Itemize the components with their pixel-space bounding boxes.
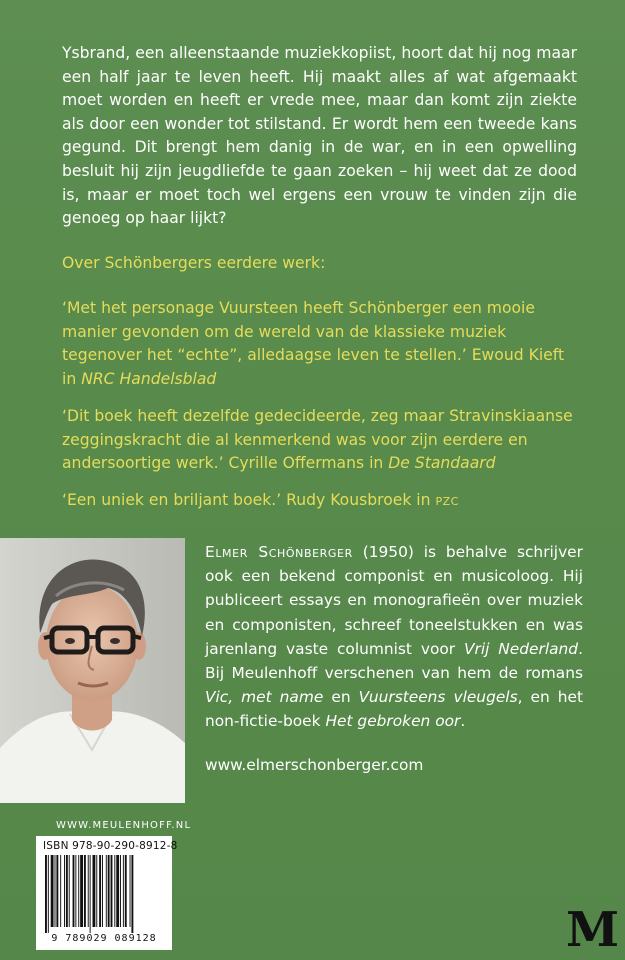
ean-number: 9 789029 089128	[51, 933, 157, 944]
barcode-label	[36, 836, 178, 950]
quote-text: ‘Dit boek heeft dezelfde gedecideerde, zeg maar Stravinskiaanse zeggingskracht die al kenmerkend was voor zijn eerdere en andersoortige werk.’	[62, 407, 573, 473]
publisher-url: WWW.MEULENHOFF.NL	[56, 820, 192, 831]
bio-text: (1950) is behalve schrijver ook een bekend componist en musicoloog. Hij publiceert essays en monografieën over muziek en componisten, schreef toneelstukken en was jarenlang vaste columnist voor	[205, 543, 583, 658]
author-bio	[205, 540, 583, 734]
blurb-text: Ysbrand, een alleenstaande muziekkopiist, hoort dat hij nog maar een half jaar te leven heeft. Hij maakt alles af wat afgemaakt moet worden en heeft er vrede mee, maar dan komt zijn ziekte als door een wonder tot stilstand. Er wordt hem een tweede kans gegund. Dit brengt hem danig in de war, en in een opwelling besluit hij zijn jeugdliefde te gaan zoeken – hij weet dat ze dood is, maar er moet toch wel ergens een vrouw te vinden zijn die genoeg op haar lijkt?	[62, 44, 577, 228]
author-portrait-image	[0, 538, 185, 803]
quote-author: Cyrille Offermans in	[228, 454, 384, 473]
bio-text: . Bij Meulenhoff verschenen van hem de romans	[205, 639, 583, 683]
isbn-number: ISBN 978-90-290-8912-8	[43, 840, 178, 852]
quote-source: De Standaard	[388, 454, 496, 473]
author-photo	[0, 538, 185, 803]
bio-book-title: Het gebroken oor	[325, 712, 461, 731]
quote-source: NRC Handelsblad	[81, 369, 217, 388]
quote-text: ‘Met het personage Vuursteen heeft Schönberger een mooie manier gevonden om de wereld van de klassieke muziek tegenover het “echte”, alledaagse leven te stellen.’	[62, 299, 535, 365]
author-website: www.elmerschonberger.com	[205, 756, 424, 774]
bio-text: , en het non-fictie-boek	[205, 688, 583, 731]
author-name: Elmer Schönberger	[205, 543, 353, 561]
review-quote	[62, 405, 582, 476]
quote-text: ‘Een uniek en briljant boek.’	[62, 491, 282, 509]
bio-text: .	[460, 712, 466, 731]
review-quote	[62, 297, 582, 391]
bio-text: en	[331, 688, 351, 707]
quote-source: pzc	[435, 491, 459, 509]
quote-author: Rudy Kousbroek in	[286, 491, 431, 509]
bio-magazine: Vrij Nederland	[464, 639, 579, 658]
reviews-intro: Over Schönbergers eerdere werk:	[62, 254, 326, 272]
barcode-icon	[43, 855, 165, 933]
quote-author: Ewoud Kieft in	[62, 346, 565, 388]
publisher-logo: M	[566, 902, 620, 958]
bio-book-title: Vic, met name	[205, 688, 324, 707]
review-quote	[62, 489, 582, 513]
bio-book-title: Vuursteens vleugels	[358, 688, 518, 707]
